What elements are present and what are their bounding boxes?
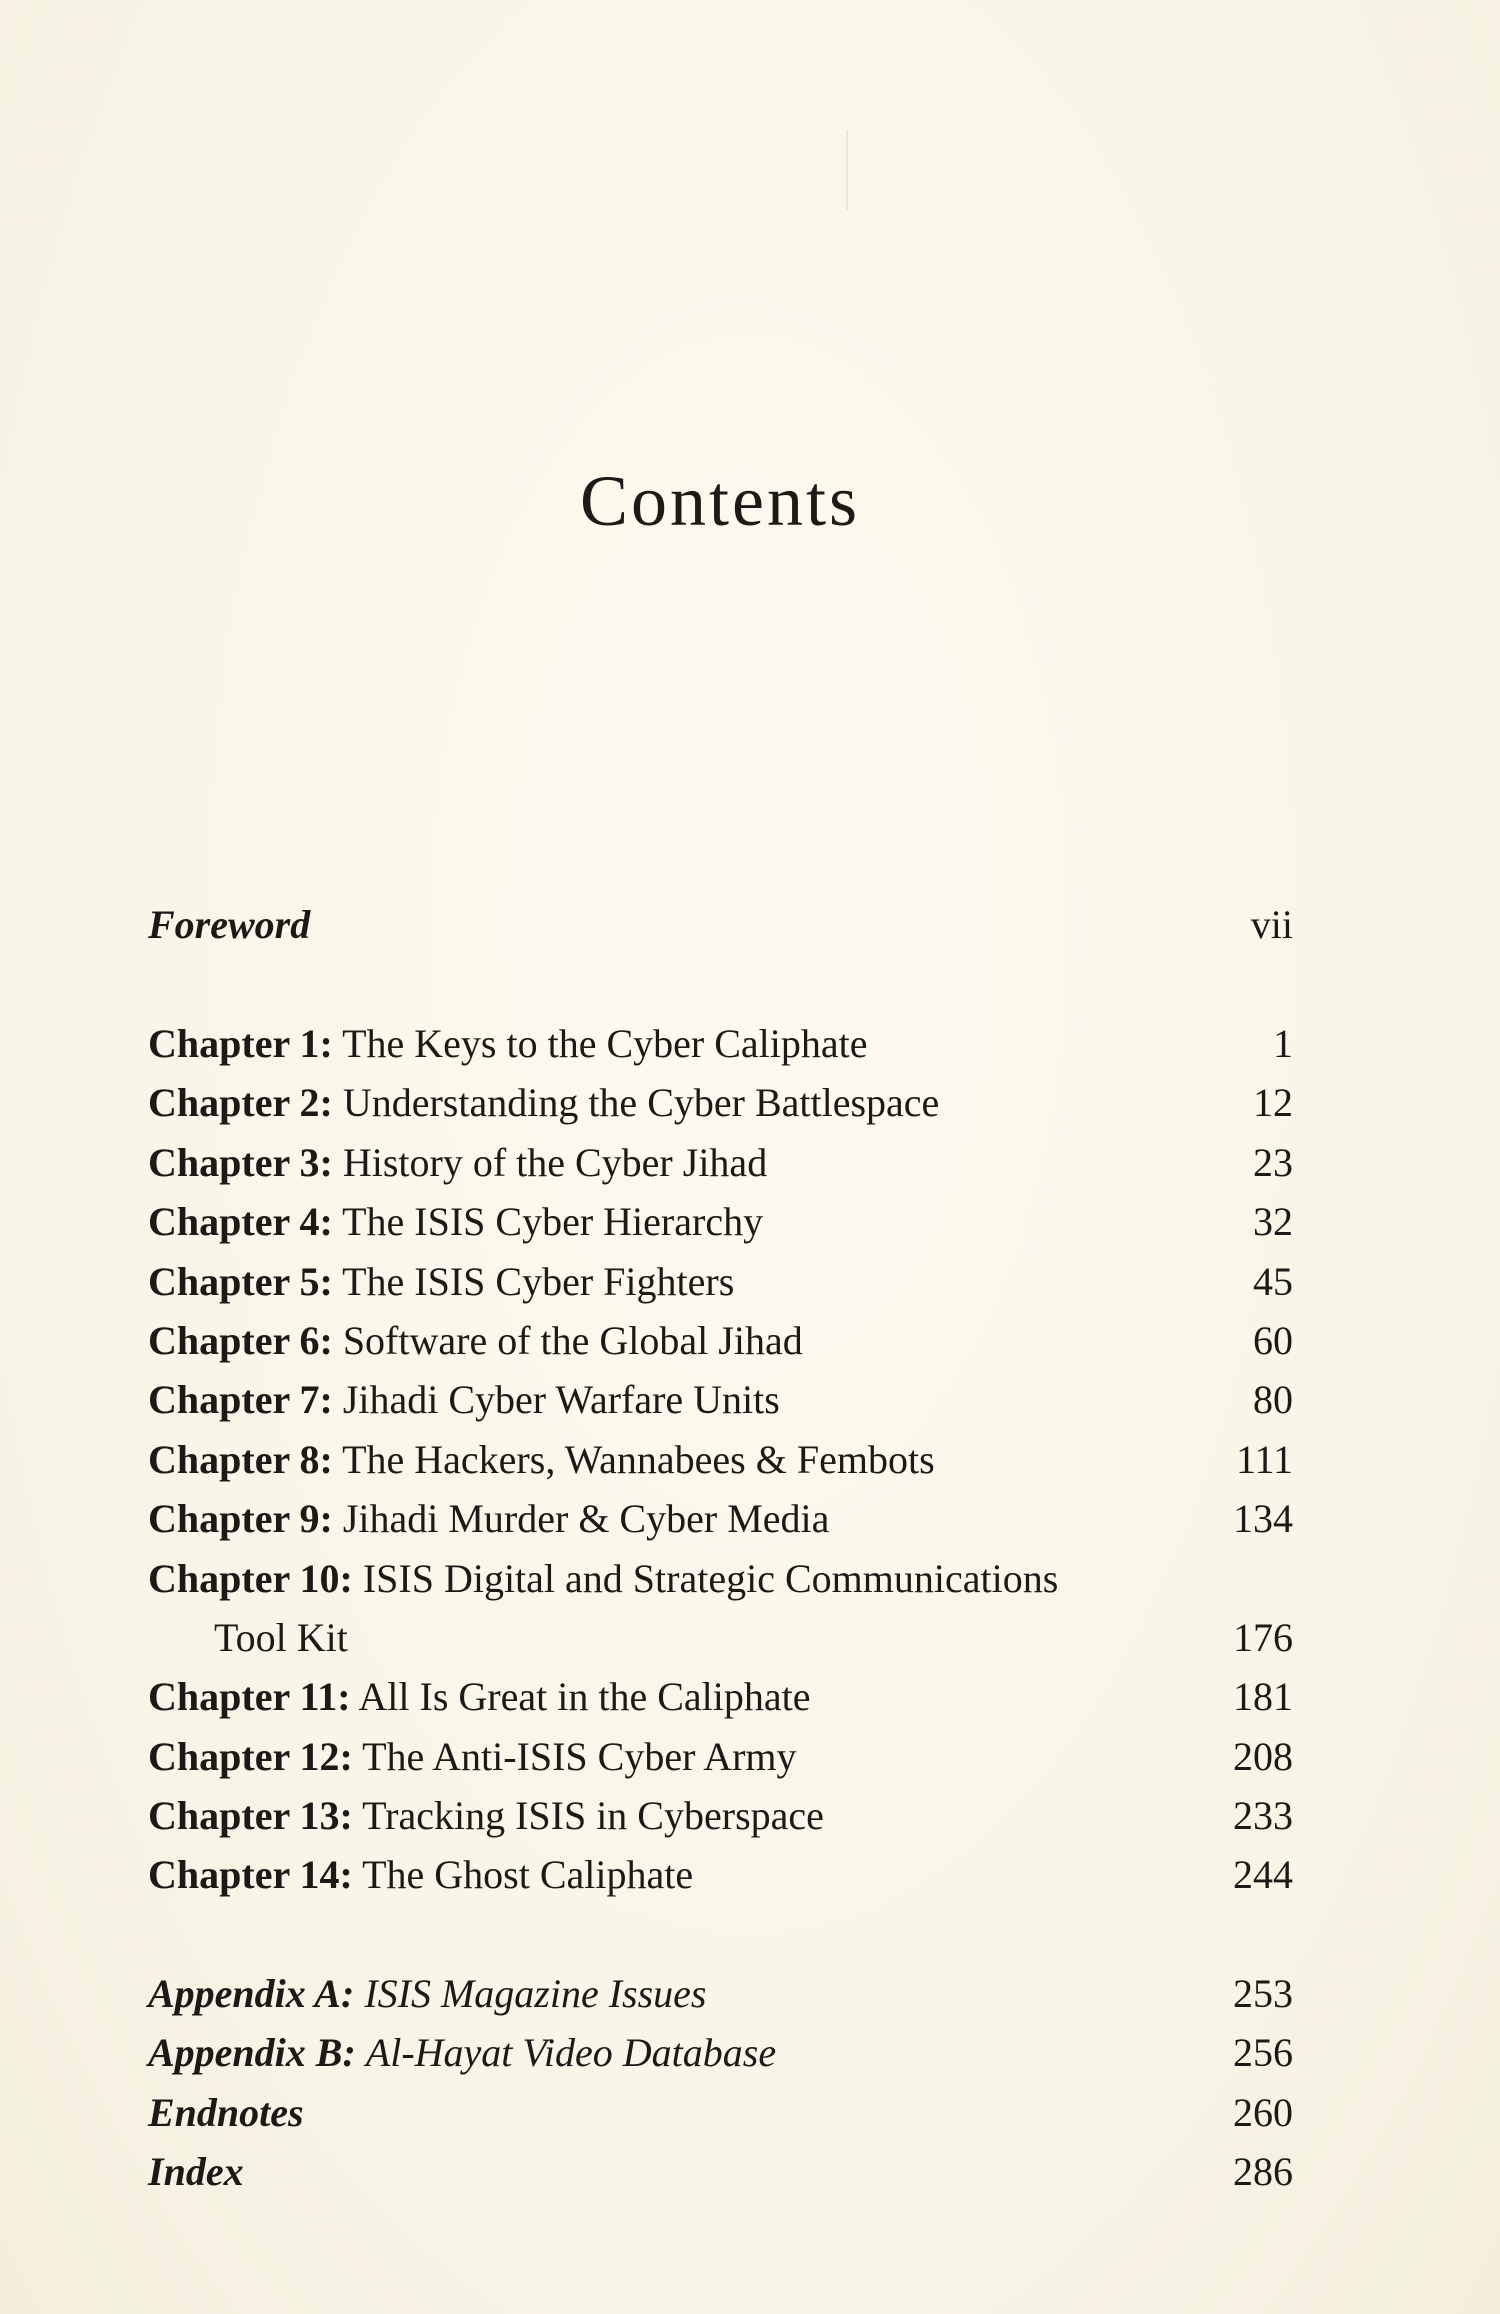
chapter-number: Chapter 1: [148, 1021, 333, 1066]
chapter-number: Chapter 6: [148, 1317, 333, 1363]
chapter-page-number: 181 [1233, 1674, 1293, 1720]
chapter-title: History of the Cyber Jihad [342, 1139, 768, 1185]
toc-row-chapter [148, 1133, 1293, 1192]
appendix-label: Appendix A: [148, 1971, 355, 2016]
toc-row-chapter [148, 1727, 1293, 1786]
page-title: Contents [579, 461, 860, 541]
chapter-number: Chapter 4: [148, 1199, 333, 1245]
toc-row-chapter [148, 1489, 1293, 1548]
chapter-page-number: 208 [1233, 1733, 1293, 1779]
chapter-page-number: 32 [1253, 1199, 1293, 1245]
chapter-title: The Ghost Caliphate [362, 1852, 694, 1898]
toc-row-chapter [148, 1311, 1293, 1370]
toc-row-chapter [148, 1845, 1293, 1904]
toc-back-matter [148, 1964, 1293, 2202]
toc-row-chapter [148, 1073, 1293, 1132]
chapter-title: All Is Great in the Caliphate [358, 1674, 811, 1720]
chapter-title: Jihadi Cyber Warfare Units [342, 1377, 780, 1423]
chapter-page-number: 12 [1253, 1080, 1293, 1126]
chapter-title: The Anti-ISIS Cyber Army [362, 1733, 797, 1779]
chapter-title: Jihadi Murder & Cyber Media [342, 1496, 830, 1542]
toc-row-chapter [148, 1192, 1293, 1251]
toc-row-chapter-continuation [148, 1608, 1293, 1667]
appendix-title: ISIS Magazine Issues [364, 1971, 707, 2016]
scan-artifact-line [846, 130, 848, 210]
chapter-number: Chapter 8: [148, 1436, 333, 1482]
endnotes-page-number: 260 [1233, 2089, 1293, 2135]
toc-row-chapter [148, 1549, 1293, 1608]
endnotes-label: Endnotes [148, 2089, 304, 2135]
toc-row-index [148, 2142, 1293, 2201]
appendix-title: Al-Hayat Video Database [365, 2030, 777, 2076]
foreword-page-number: vii [1250, 902, 1293, 947]
chapter-title: The ISIS Cyber Hierarchy [342, 1199, 764, 1245]
chapter-title: Software of the Global Jihad [342, 1317, 803, 1363]
chapter-title: Understanding the Cyber Battlespace [342, 1080, 940, 1126]
toc-chapters [148, 1014, 1293, 1905]
appendix-page-number: 253 [1233, 1971, 1293, 2016]
toc-foreword [148, 895, 1293, 954]
chapter-title: Tracking ISIS in Cyberspace [362, 1793, 824, 1839]
chapter-title: ISIS Digital and Strategic Communications [362, 1555, 1059, 1601]
chapter-page-number: 111 [1235, 1436, 1293, 1482]
chapter-page-number: 23 [1253, 1139, 1293, 1185]
toc-row-endnotes [148, 2083, 1293, 2142]
chapter-page-number: 233 [1233, 1793, 1293, 1839]
chapter-title-continuation: Tool Kit [214, 1614, 348, 1660]
chapter-title: The Keys to the Cyber Caliphate [342, 1021, 868, 1066]
chapter-number: Chapter 5: [148, 1258, 333, 1304]
chapter-title: The Hackers, Wannabees & Fembots [342, 1436, 935, 1482]
toc-row-chapter [148, 1430, 1293, 1489]
toc-row-appendix [148, 1964, 1293, 2023]
appendix-page-number: 256 [1233, 2030, 1293, 2076]
toc-row-chapter [148, 1014, 1293, 1073]
chapter-number: Chapter 9: [148, 1496, 333, 1542]
toc-row-appendix [148, 2023, 1293, 2082]
chapter-page-number: 244 [1233, 1852, 1293, 1898]
toc-row-foreword [148, 895, 1293, 954]
foreword-label: Foreword [148, 902, 311, 947]
chapter-number: Chapter 10: [148, 1555, 353, 1601]
toc-row-chapter [148, 1252, 1293, 1311]
chapter-page-number: 134 [1233, 1496, 1293, 1542]
chapter-number: Chapter 11: [148, 1674, 351, 1720]
chapter-number: Chapter 2: [148, 1080, 333, 1126]
index-page-number: 286 [1233, 2149, 1293, 2195]
appendix-label: Appendix B: [148, 2030, 356, 2076]
chapter-title: The ISIS Cyber Fighters [342, 1258, 735, 1304]
chapter-number: Chapter 12: [148, 1733, 353, 1779]
toc-row-chapter [148, 1667, 1293, 1726]
chapter-page-number: 45 [1253, 1258, 1293, 1304]
chapter-page-number: 1 [1273, 1021, 1293, 1066]
chapter-page-number: 60 [1253, 1317, 1293, 1363]
chapter-page-number: 80 [1253, 1377, 1293, 1423]
chapter-number: Chapter 14: [148, 1852, 353, 1898]
chapter-number: Chapter 13: [148, 1793, 353, 1839]
toc-row-chapter [148, 1370, 1293, 1429]
chapter-number: Chapter 7: [148, 1377, 333, 1423]
toc-row-chapter [148, 1786, 1293, 1845]
index-label: Index [148, 2149, 244, 2195]
chapter-number: Chapter 3: [148, 1139, 333, 1185]
chapter-page-number: 176 [1233, 1614, 1293, 1660]
